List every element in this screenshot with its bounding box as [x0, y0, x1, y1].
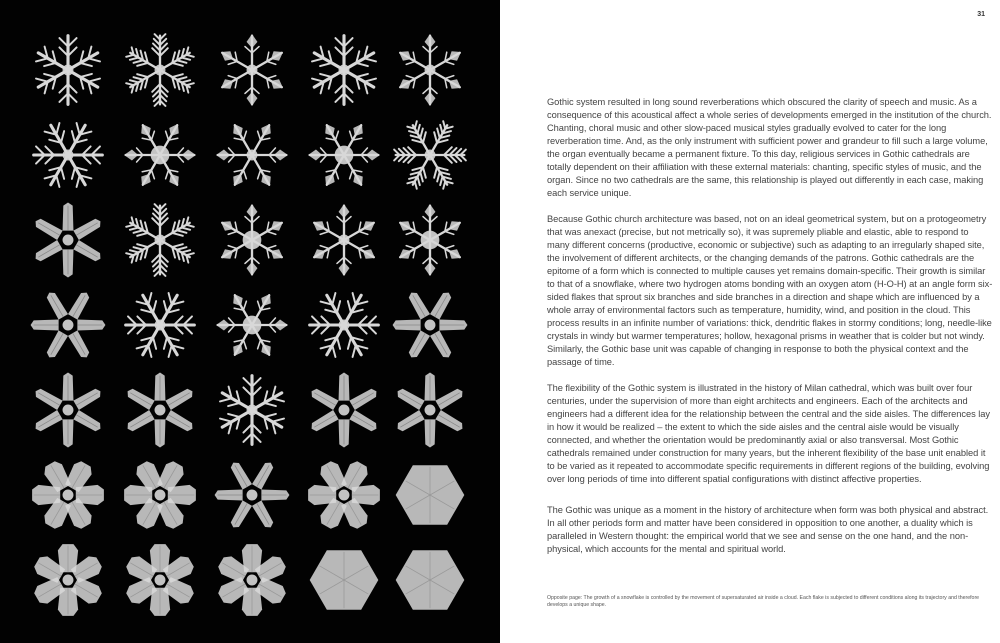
snowflake-photo — [213, 371, 291, 449]
snowflake-photo — [305, 286, 383, 364]
snowflake-photo — [391, 541, 469, 619]
paragraph: Because Gothic church architecture was based, not on an ideal geometrical system, but on a protogeometry that was anexact (precise, but not metrically so), it was supremely pliable and elastic, able to respond to many different concerns (productive, economic or subjective) such as adapting to an irregularly shaped site, the involvement of different architects, or the changing demands of the patrons. Gothic cathedrals are the epitome of a form which is connected to multiple causes yet remains domain-specific. Their growth is similar to that of a snowflake, where two hydrogen atoms bonding with an oxygen atom (H-O-H) at an angle form six-sided flakes that sprout six branches and side branches in a direction and shape which are influenced by a whole array of environmental factors such as temperature, humidity, wind, and position in the cloud. This process results in an infinite number of variations: thick, dendritic flakes in stormy conditions; long, needle-like crystals in windy but warmer temperatures; hollow, hexagonal prisms in weather that is colder but not windy. Similarly, the Gothic base unit was capable of changing in response to both the physical context and the passage of time. — [547, 214, 993, 367]
page-number: 31 — [977, 11, 985, 18]
snowflake-photo — [213, 286, 291, 364]
figure-caption: Opposite page: The growth of a snowflake is controlled by the movement of supersaturated air inside a cloud. Each flake is subjected to different conditions along its trajectory and therefore develops a unique shape. — [547, 595, 980, 608]
snowflake-photo — [305, 541, 383, 619]
snowflake-photo — [305, 201, 383, 279]
snowflake-photo — [213, 456, 291, 534]
snowflake-photo — [391, 456, 469, 534]
snowflake-photo — [391, 286, 469, 364]
snowflake-photo — [29, 456, 107, 534]
snowflake-photo — [213, 116, 291, 194]
snowflake-photo — [213, 541, 291, 619]
snowflake-photo — [391, 31, 469, 109]
snowflake-photo — [29, 201, 107, 279]
snowflake-photo — [121, 456, 199, 534]
snowflake-photo — [305, 31, 383, 109]
snowflake-photo — [391, 116, 469, 194]
snowflake-photo — [29, 541, 107, 619]
snowflake-photo — [121, 31, 199, 109]
snowflake-photo — [121, 541, 199, 619]
paragraph: Gothic system resulted in long sound reverberations which obscured the clarity of speech and music. As a consequence of this acoustical affect a whole series of developments emerged in the institution of the church. Chanting, choral music and other slow-paced musical styles gradually evolved to cater for the long reverberation time. And, as the only instrument with sufficient power and grandeur to fill such a large volume, the organ eventually became a permanent fixture. To this day, religious services in Gothic cathedrals are totally dependent on their affiliation with these external materials: chanting, specific styles of music, and the organ. Since no two cathedrals are the same, this relationship is played out differently in each case, making each service unique. — [547, 97, 992, 198]
paragraph: The flexibility of the Gothic system is illustrated in the history of Milan cathedral, which was built over four centuries, under the supervision of more than eight architects and engineers. Each of the architects and engineers had a different idea for the relationship between the central and the side aisles. The differences lay in how it would be realized – the extent to which the side aisles and the central aisle would be visually connected, and whether the orientation would be predominantly axial or also transversal. Most Gothic cathedrals remained under construction for many years, but the inherent flexibility of the base unit enabled it to be varied as it repeated to accommodate specific requirements in different regions of the building, evolving over long periods of time into different spatial configurations with distinct affective properties. — [547, 383, 991, 484]
snowflake-photo — [305, 371, 383, 449]
snowflake-photo — [213, 201, 291, 279]
snowflake-photo — [29, 116, 107, 194]
article-body — [547, 96, 993, 569]
snowflake-photo — [29, 286, 107, 364]
text-page — [500, 0, 1000, 643]
snowflake-photo — [29, 371, 107, 449]
snowflake-photo — [121, 286, 199, 364]
snowflake-photo — [305, 116, 383, 194]
snowflake-photo — [29, 31, 107, 109]
snowflake-photo — [121, 371, 199, 449]
snowflake-photo — [121, 201, 199, 279]
snowflake-photo — [391, 371, 469, 449]
snowflake-photo — [305, 456, 383, 534]
snowflake-photo — [213, 31, 291, 109]
snowflake-photo — [121, 116, 199, 194]
snowflake-photo — [391, 201, 469, 279]
paragraph: The Gothic was unique as a moment in the history of architecture when form was both physical and abstract. In all other periods form and matter have been considered in opposition to one another, a duality which is paralleled in Western thought: the empirical world that we see and sense on the one hand, and the non-physical, which accounts for the mental and spiritual world. — [547, 505, 989, 554]
